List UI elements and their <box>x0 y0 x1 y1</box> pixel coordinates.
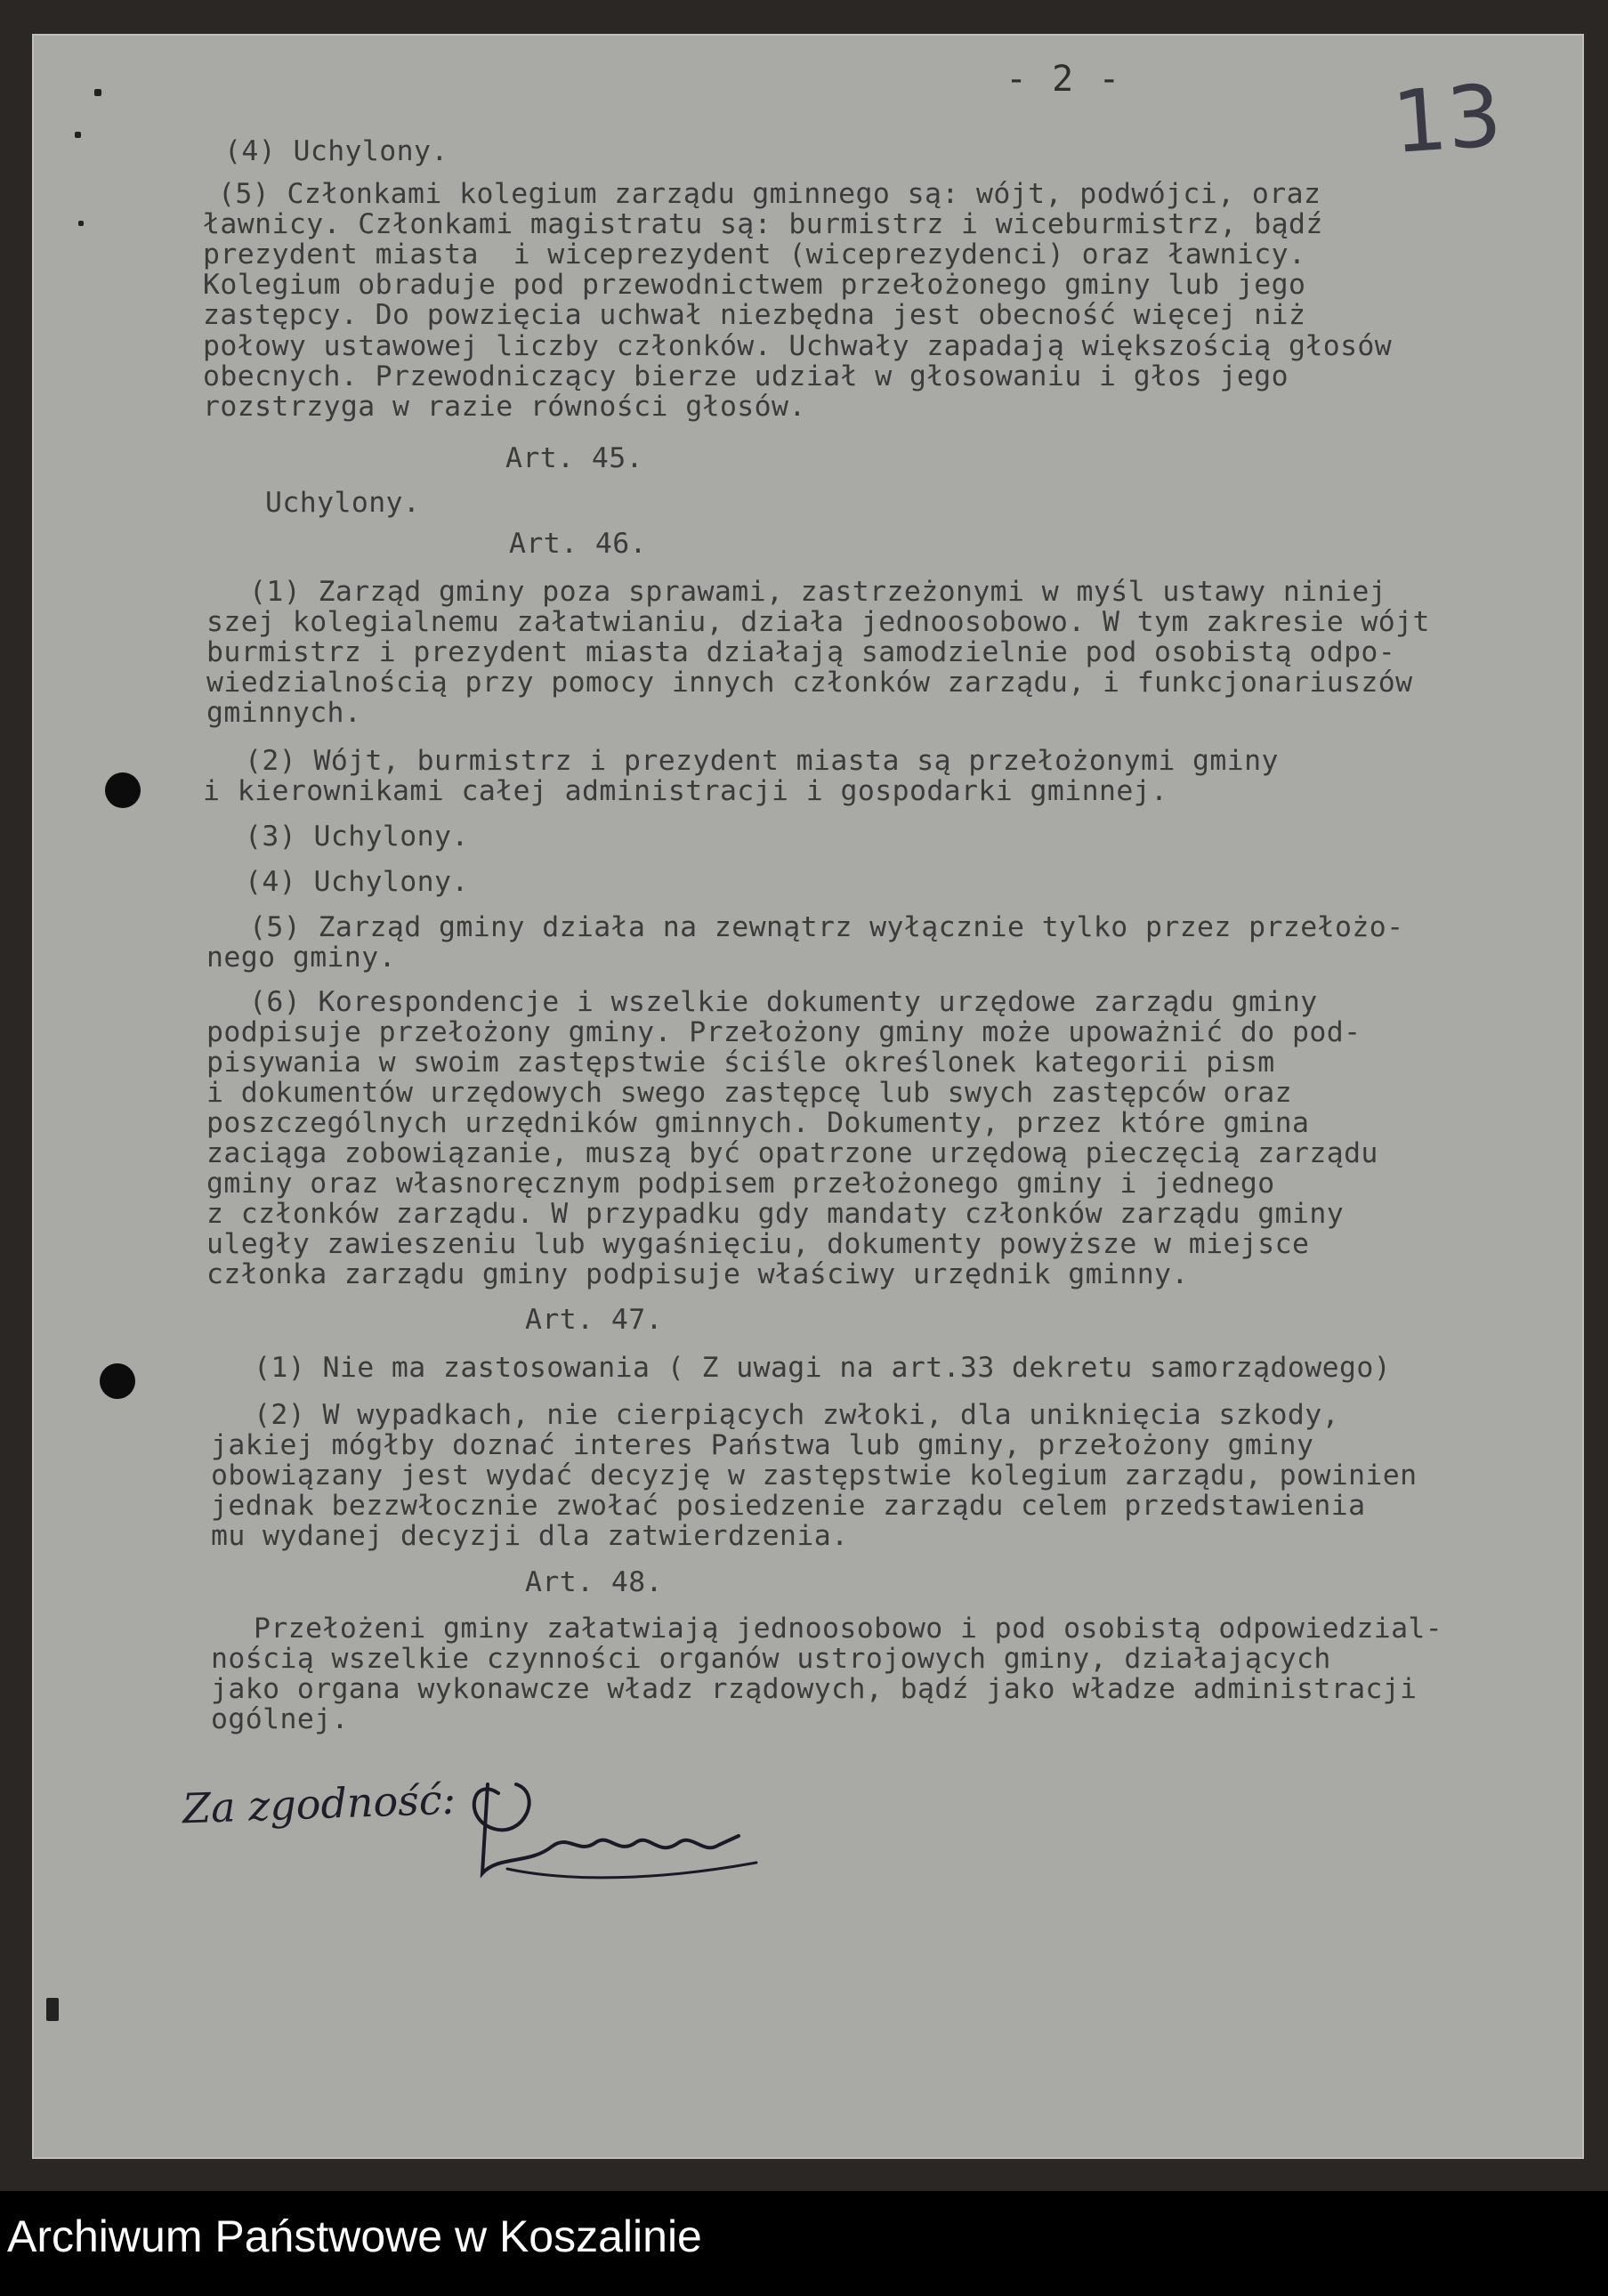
text-line: (6) Korespondencje i wszelkie dokumenty urzędowe zarządu gminy <box>249 986 1318 1018</box>
text-line: nością wszelkie czynności organów ustrojowych gminy, działających <box>211 1643 1331 1675</box>
text-line: (4) Uchylony. <box>224 135 448 167</box>
signature-mark <box>445 1758 783 1900</box>
text-line: obecnych. Przewodniczący bierze udział w głosowaniu i głos jego <box>203 360 1289 392</box>
text-line: Przełożeni gminy załatwiają jednoosobowo i pod osobistą odpowiedzial- <box>254 1613 1443 1645</box>
text-line: z członków zarządu. W przypadku gdy mandaty członków zarządu gminy <box>206 1198 1345 1230</box>
text-line: gminy oraz własnoręcznym podpisem przełożonego gminy i jednego <box>206 1168 1275 1200</box>
text-line: Uchylony. <box>265 487 421 519</box>
article-heading: Art. 45. <box>505 442 643 474</box>
text-line: mu wydanej decyzji dla zatwierdzenia. <box>211 1520 849 1552</box>
text-line: ogólnej. <box>211 1703 349 1735</box>
text-line: (5) Zarząd gminy działa na zewnątrz wyłącznie tylko przez przełożo- <box>249 911 1404 943</box>
speck <box>94 89 101 96</box>
text-line: (1) Nie ma zastosowania ( Z uwagi na art.33 dekretu samorządowego) <box>254 1352 1392 1384</box>
page-number: - 2 - <box>1006 59 1122 100</box>
folio-number: 13 <box>1389 65 1505 174</box>
text-line: członka zarządu gminy podpisuje właściwy urzędnik gminny. <box>206 1258 1189 1290</box>
text-line: (5) Członkami kolegium zarządu gminnego są: wójt, podwójci, oraz <box>218 178 1321 210</box>
article-heading: Art. 46. <box>509 528 647 560</box>
text-line: zastępcy. Do powzięcia uchwał niezbędna jest obecność więcej niż <box>203 299 1306 331</box>
archive-name: Archiwum Państwowe w Koszalinie <box>7 2211 702 2261</box>
text-line: i kierownikami całej administracji i gospodarki gminnej. <box>203 775 1168 807</box>
text-line: gminnych. <box>206 697 362 729</box>
text-line: obowiązany jest wydać decyzję w zastępstwie kolegium zarządu, powinien <box>211 1459 1418 1492</box>
text-line: (2) W wypadkach, nie cierpiących zwłoki, dla uniknięcia szkody, <box>254 1399 1339 1431</box>
text-line: rozstrzyga w razie równości głosów. <box>203 391 806 423</box>
text-line: (3) Uchylony. <box>245 821 469 853</box>
text-line: i dokumentów urzędowych swego zastępcę lub swych zastępców oraz <box>206 1077 1292 1109</box>
text-line: burmistrz i prezydent miasta działają samodzielnie pod osobistą odpo- <box>206 636 1396 668</box>
text-line: zaciąga zobowiązanie, muszą być opatrzone urzędową pieczęcią zarządu <box>206 1137 1378 1169</box>
punch-hole <box>100 1363 135 1399</box>
text-line: ławnicy. Członkami magistratu są: burmistrz i wiceburmistrz, bądź <box>203 208 1323 240</box>
speck <box>75 132 81 138</box>
text-line: połowy ustawowej liczby członków. Uchwały zapadają większością głosów <box>203 330 1393 362</box>
text-line: poszczególnych urzędników gminnych. Dokumenty, przez które gmina <box>206 1107 1310 1139</box>
speck <box>46 1998 59 2021</box>
article-heading: Art. 47. <box>525 1304 663 1336</box>
text-line: nego gminy. <box>206 942 397 974</box>
text-line: pisywania w swoim zastępstwie ściśle określonek kategorii pism <box>206 1047 1275 1079</box>
article-heading: Art. 48. <box>525 1566 663 1598</box>
archive-footer <box>0 2191 1608 2296</box>
text-line: jednak bezzwłocznie zwołać posiedzenie zarządu celem przedstawienia <box>211 1490 1366 1522</box>
text-line: jakiej mógłby doznać interes Państwa lub gminy, przełożony gminy <box>211 1429 1314 1461</box>
text-line: prezydent miasta i wiceprezydent (wiceprezydenci) oraz ławnicy. <box>203 238 1306 271</box>
text-line: jako organa wykonawcze władz rządowych, bądź jako władze administracji <box>211 1673 1418 1705</box>
text-line: wiedzialnością przy pomocy innych członków zarządu, i funkcjonariuszów <box>206 667 1413 699</box>
text-line: szej kolegialnemu załatwianiu, działa jednoosobowo. W tym zakresie wójt <box>206 606 1430 638</box>
speck <box>78 221 84 226</box>
text-line: (2) Wójt, burmistrz i prezydent miasta są przełożonymi gminy <box>245 745 1279 777</box>
text-line: (4) Uchylony. <box>245 866 469 898</box>
text-line: podpisuje przełożony gminy. Przełożony gminy może upoważnić do pod- <box>206 1016 1362 1048</box>
text-line: (1) Zarząd gminy poza sprawami, zastrzeżonymi w myśl ustawy niniej <box>249 576 1387 608</box>
text-line: Kolegium obraduje pod przewodnictwem przełożonego gminy lub jego <box>203 269 1306 301</box>
punch-hole <box>105 772 141 808</box>
text-line: uległy zawieszeniu lub wygaśnięciu, dokumenty powyższe w miejsce <box>206 1228 1310 1260</box>
signature-note: Za zgodność: <box>182 1775 457 1833</box>
